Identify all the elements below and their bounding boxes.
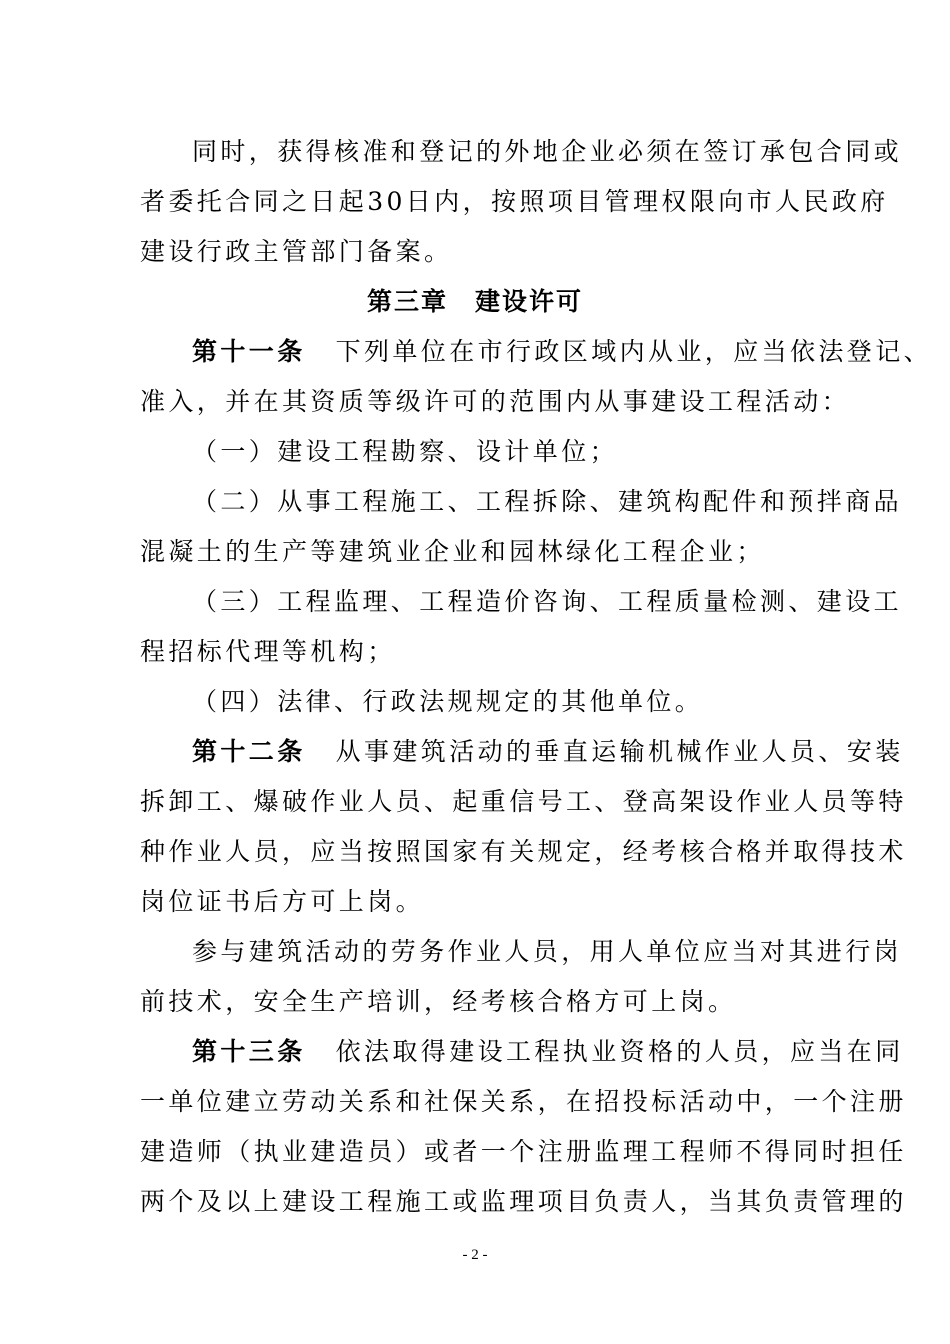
- paragraph-line: 同时，获得核准和登记的外地企业必须在签订承包合同或: [192, 137, 903, 166]
- paragraph-line: 种作业人员，应当按照国家有关规定，经考核合格并取得技术: [140, 837, 907, 866]
- list-item: （一）建设工程勘察、设计单位；: [192, 437, 619, 466]
- paragraph-line: 混凝土的生产等建筑业企业和园林绿化工程企业；: [140, 537, 765, 566]
- list-item: （四）法律、行政法规规定的其他单位。: [192, 687, 704, 716]
- article-number: 第十一条: [192, 337, 306, 366]
- paragraph-line: 参与建筑活动的劳务作业人员，用人单位应当对其进行岗: [192, 937, 903, 966]
- paragraph-line: 建设行政主管部门备案。: [140, 237, 453, 266]
- article-text: 依法取得建设工程执业资格的人员，应当在同: [335, 1037, 904, 1066]
- article-number: 第十三条: [192, 1037, 306, 1066]
- paragraph-line: 两个及以上建设工程施工或监理项目负责人，当其负责管理的: [140, 1187, 907, 1216]
- paragraph-line: 一单位建立劳动关系和社保关系，在招投标活动中，一个注册: [140, 1087, 907, 1116]
- article-number: 第十二条: [192, 737, 306, 766]
- paragraph-line: 程招标代理等机构；: [140, 637, 396, 666]
- article-text: 下列单位在市行政区域内从业，应当依法登记、: [335, 337, 933, 366]
- paragraph-line: 准入，并在其资质等级许可的范围内从事建设工程活动：: [140, 387, 851, 416]
- page-number: - 2 -: [462, 1247, 488, 1263]
- article-line: [192, 732, 904, 772]
- article-text: 从事建筑活动的垂直运输机械作业人员、安装: [335, 737, 904, 766]
- list-item: （三）工程监理、工程造价咨询、工程质量检测、建设工: [192, 587, 903, 616]
- paragraph-line: 者委托合同之日起30日内，按照项目管理权限向市人民政府: [140, 187, 889, 216]
- article-line: [192, 332, 932, 372]
- paragraph-line: 前技术，安全生产培训，经考核合格方可上岗。: [140, 987, 737, 1016]
- paragraph-line: 岗位证书后方可上岗。: [140, 887, 425, 916]
- paragraph-line: 拆卸工、爆破作业人员、起重信号工、登高架设作业人员等特: [140, 787, 907, 816]
- list-item: （二）从事工程施工、工程拆除、建筑构配件和预拌商品: [192, 487, 903, 516]
- paragraph-line: 建造师（执业建造员）或者一个注册监理工程师不得同时担任: [140, 1137, 907, 1166]
- chapter-heading: 第三章 建设许可: [366, 287, 583, 316]
- article-line: [192, 1032, 904, 1072]
